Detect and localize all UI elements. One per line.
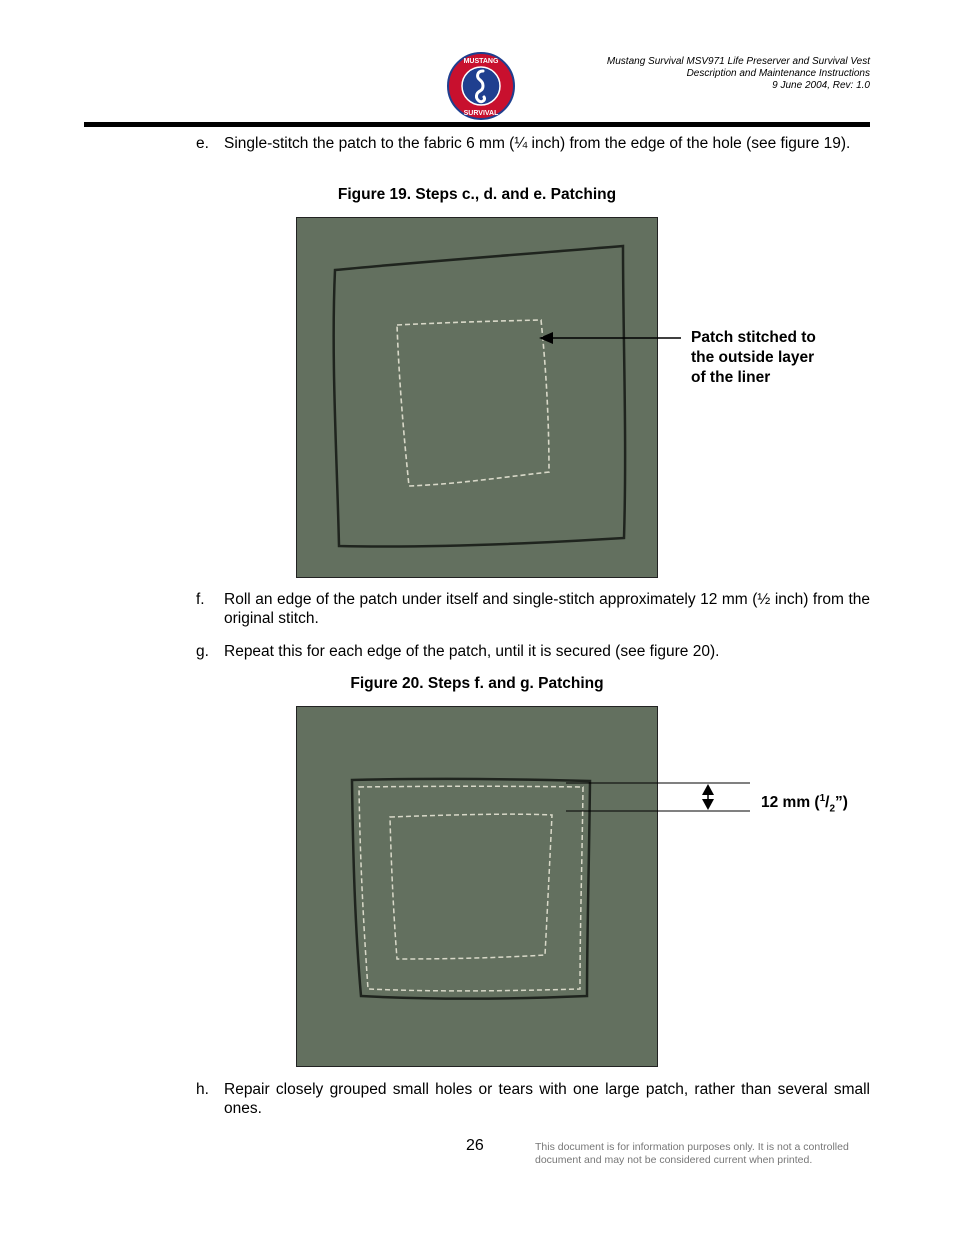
disclaimer-line-1: This document is for information purposes only. It is not a controlled xyxy=(535,1141,849,1153)
figure-20-dimension xyxy=(566,776,756,818)
callout-line-1: Patch stitched to xyxy=(691,329,816,346)
step-label: g. xyxy=(196,643,209,660)
callout-line-3: of the liner xyxy=(691,369,771,386)
callout-line-2: the outside layer xyxy=(691,349,815,366)
dim-close: ”) xyxy=(835,794,848,812)
figure-19-arrow xyxy=(535,328,685,348)
figure-20-dimension-label xyxy=(761,789,848,819)
step-g xyxy=(196,642,870,661)
step-text: Single-stitch the patch to the fabric 6 mm (¼ inch) from the edge of the hole (see figure 19). xyxy=(224,135,851,152)
footer-disclaimer xyxy=(535,1141,875,1167)
header-rule xyxy=(84,122,870,127)
step-h xyxy=(196,1080,870,1118)
disclaimer-line-2: document and may not be considered current when printed. xyxy=(535,1154,813,1166)
step-text: Repair closely grouped small holes or tears with one large patch, rather than several small ones. xyxy=(224,1081,870,1117)
step-e xyxy=(196,134,870,153)
page-number: 26 xyxy=(466,1137,484,1154)
dim-slash: / xyxy=(825,794,830,812)
figure-19-callout xyxy=(691,328,816,388)
step-label: f. xyxy=(196,591,205,608)
svg-text:SURVIVAL: SURVIVAL xyxy=(463,110,499,117)
step-label: h. xyxy=(196,1081,209,1098)
step-f xyxy=(196,590,870,628)
figure-19-title: Figure 19. Steps c., d. and e. Patching xyxy=(337,186,617,203)
step-label: e. xyxy=(196,135,209,152)
figure-20-title: Figure 20. Steps f. and g. Patching xyxy=(350,675,604,692)
dim-main: 12 mm ( xyxy=(761,794,820,812)
figure-19-image xyxy=(296,217,658,578)
svg-text:MUSTANG: MUSTANG xyxy=(463,58,499,65)
header-line-2: Description and Maintenance Instructions xyxy=(686,68,870,79)
header-line-3: 9 June 2004, Rev: 1.0 xyxy=(772,80,870,91)
figure-20-image xyxy=(296,706,658,1067)
header-line-1: Mustang Survival MSV971 Life Preserver and Survival Vest xyxy=(606,56,870,67)
step-text: Repeat this for each edge of the patch, until it is secured (see figure 20). xyxy=(224,643,720,660)
dim-sup: 1 xyxy=(819,793,826,804)
dim-sub: 2 xyxy=(829,803,836,815)
document-header xyxy=(470,56,870,92)
step-text: Roll an edge of the patch under itself and single-stitch approximately 12 mm (½ inch) from the original stitch. xyxy=(224,591,870,627)
